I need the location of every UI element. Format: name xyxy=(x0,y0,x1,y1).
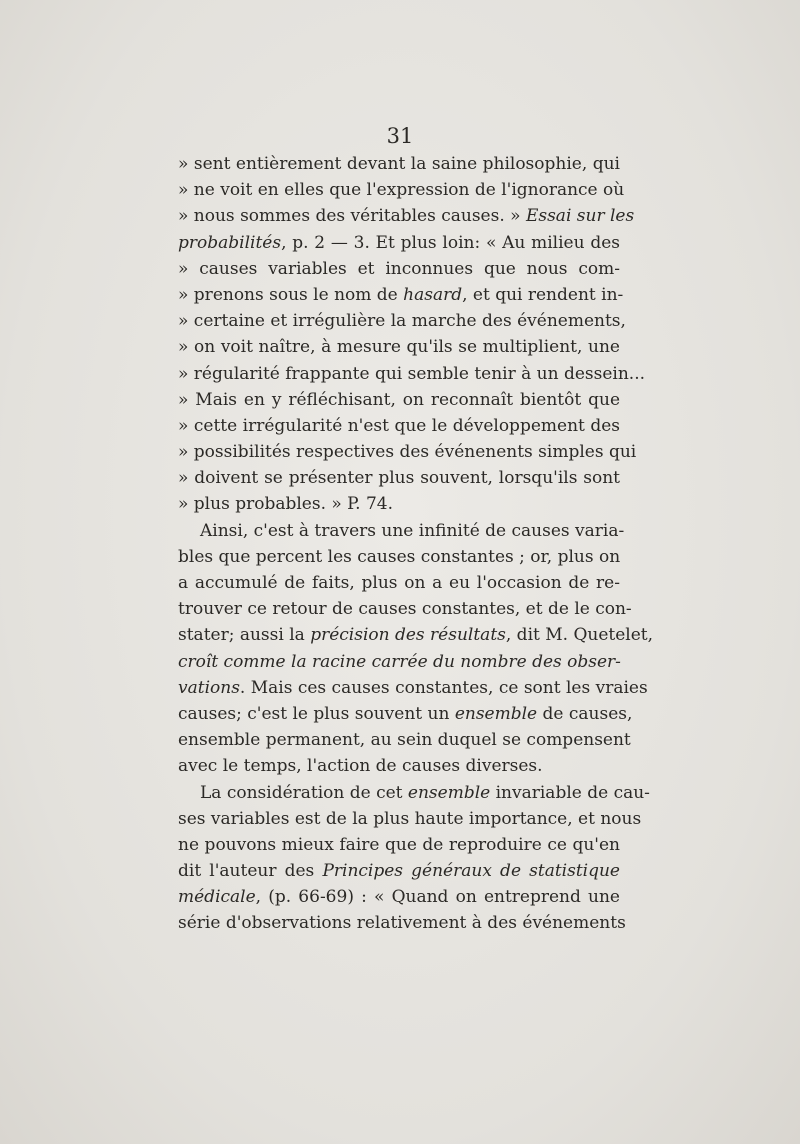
italic-text: vations xyxy=(178,677,240,698)
text-segment: » Mais en y réfléchisant, on reconnaît bientôt que xyxy=(178,389,620,410)
text-line xyxy=(178,910,626,936)
text-segment: » plus probables. » P. 74. xyxy=(178,494,394,515)
text-segment: avec le temps, l'action de causes diverses. xyxy=(178,756,543,777)
text-segment: » on voit naître, à mesure qu'ils se multiplient, une xyxy=(178,337,620,358)
text-line xyxy=(178,308,626,334)
text-segment: » prenons sous le nom de xyxy=(178,284,404,305)
text-segment: » régularité frappante qui semble tenir à un dessein... xyxy=(178,363,646,384)
text-segment: stater; aussi la xyxy=(178,625,311,646)
text-line xyxy=(178,832,620,858)
italic-text: Principes généraux de statistique xyxy=(322,861,620,882)
text-segment: . Mais ces causes constantes, ce sont les vraies xyxy=(239,677,648,698)
text-segment: a accumulé de faits, plus on a eu l'occasion de re- xyxy=(178,573,620,593)
text-segment: ne pouvons mieux faire que de reproduire ce qu'en xyxy=(178,834,620,855)
text-line xyxy=(178,465,620,491)
text-line xyxy=(178,780,650,806)
text-segment: » doivent se présenter plus souvent, lorsqu'ils sont xyxy=(178,468,620,489)
text-line xyxy=(178,230,620,256)
italic-text: ensemble xyxy=(454,703,538,724)
text-line xyxy=(178,544,620,570)
text-segment: trouver ce retour de causes constantes, et de le con- xyxy=(178,599,632,620)
italic-text: Essai sur les xyxy=(525,206,635,227)
italic-text: hasard xyxy=(403,284,463,305)
text-segment: » cette irrégularité n'est que le développement des xyxy=(178,415,620,436)
text-segment: ensemble permanent, au sein duquel se compensent xyxy=(178,730,631,751)
text-segment: La considération de cet xyxy=(200,782,408,803)
text-segment: , p. 2 — 3. Et plus loin: « Au milieu des xyxy=(281,232,620,253)
italic-text: probabilités xyxy=(178,232,282,253)
italic-text: précision des résultats xyxy=(310,625,506,646)
text-segment: de causes, xyxy=(537,703,633,724)
page-number: 31 xyxy=(386,124,414,148)
text-segment: série d'observations relativement à des événements xyxy=(178,913,626,934)
text-line xyxy=(178,675,648,701)
body-text xyxy=(178,151,654,937)
text-line xyxy=(178,570,620,596)
text-segment: dit l'auteur des xyxy=(178,861,323,882)
text-line xyxy=(178,151,620,177)
text-segment: invariable de cau- xyxy=(490,782,650,803)
text-segment: » causes variables et inconnues que nous com- xyxy=(178,258,620,279)
text-line xyxy=(178,596,632,622)
italic-text: croît comme la racine carrée du nombre des obser- xyxy=(178,651,621,672)
text-line xyxy=(178,806,642,832)
text-line xyxy=(178,256,620,282)
text-line xyxy=(178,701,633,727)
text-line xyxy=(178,491,620,517)
text-line xyxy=(178,387,620,413)
text-segment: » ne voit en elles que l'expression de l'ignorance où xyxy=(178,180,625,201)
text-line xyxy=(178,622,654,648)
text-line xyxy=(178,203,635,229)
text-line xyxy=(178,649,620,675)
italic-text: médicale xyxy=(178,887,256,908)
text-line xyxy=(178,753,620,779)
text-line xyxy=(178,727,631,753)
text-line xyxy=(178,518,625,544)
text-segment: » possibilités respectives des événenents simples qui xyxy=(178,442,637,463)
text-line xyxy=(178,884,620,910)
text-segment: » certaine et irrégulière la marche des événements, xyxy=(178,311,626,332)
text-line xyxy=(178,858,620,884)
text-line xyxy=(178,282,624,308)
text-line xyxy=(178,439,637,465)
italic-text: ensemble xyxy=(407,782,491,803)
text-segment: bles que percent les causes constantes ; or, plus on xyxy=(178,546,621,567)
text-line xyxy=(178,177,625,203)
text-line xyxy=(178,361,646,387)
text-segment: , et qui rendent in- xyxy=(462,284,624,305)
text-line xyxy=(178,334,620,360)
text-segment: causes; c'est le plus souvent un xyxy=(178,703,455,724)
text-segment: » nous sommes des véritables causes. » xyxy=(178,206,526,227)
text-segment: , dit M. Quetelet, xyxy=(505,625,654,646)
text-segment: ses variables est de la plus haute importance, et nous xyxy=(178,808,642,829)
text-segment: » sent entièrement devant la saine philosophie, qui xyxy=(178,154,620,174)
text-segment: Ainsi, c'est à travers une infinité de causes varia- xyxy=(200,520,625,541)
text-segment: , (p. 66-69) : « Quand on entreprend une xyxy=(255,887,620,908)
text-line xyxy=(178,413,620,439)
